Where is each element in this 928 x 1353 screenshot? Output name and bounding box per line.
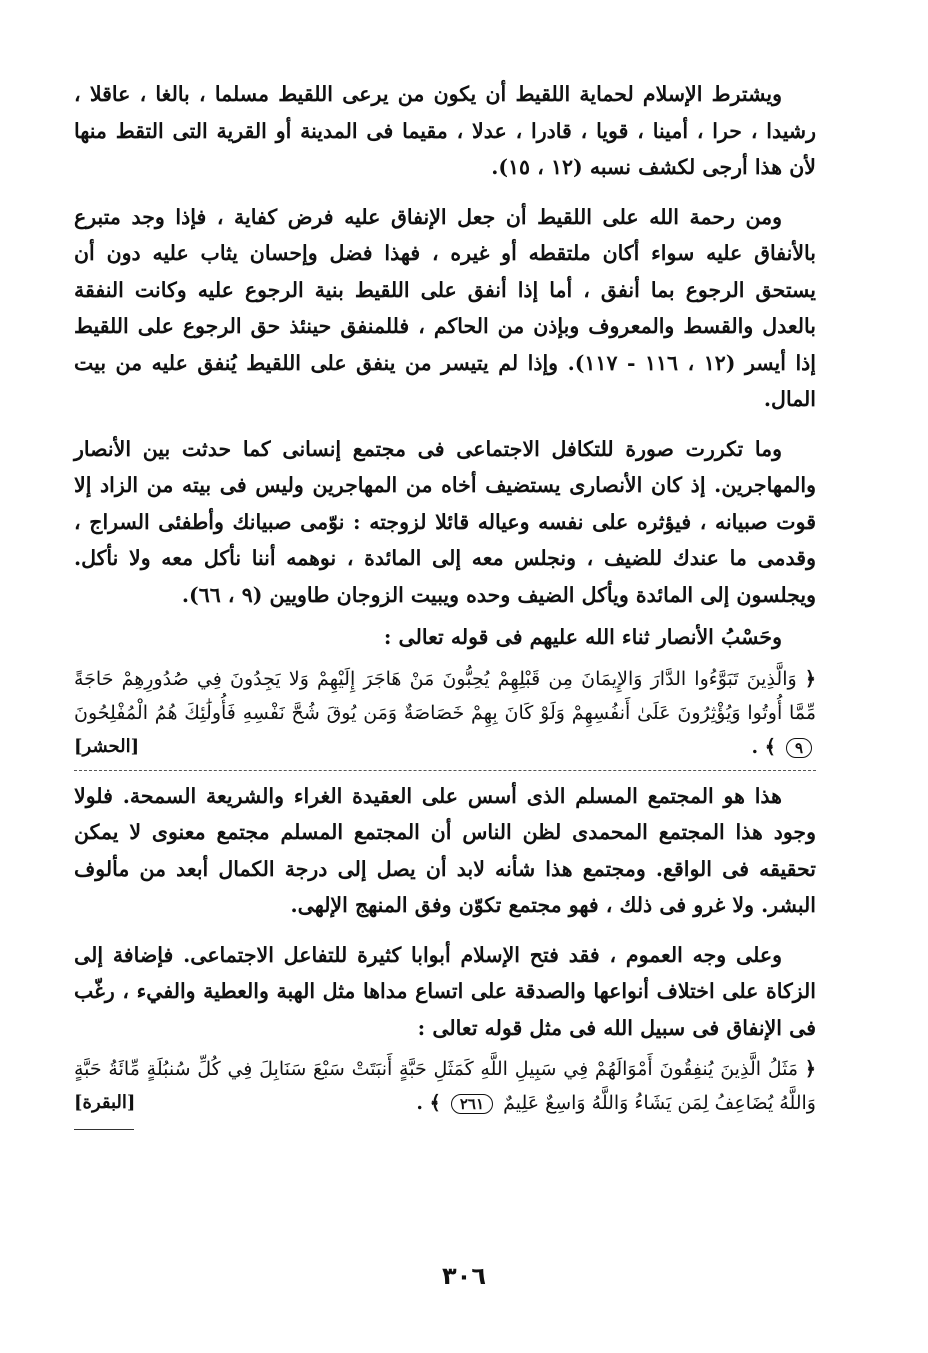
paragraph-spending-on-foundling: ومن رحمة الله على اللقيط أن جعل الإنفاق عليه فرض كفاية ، فإذا وجد متبرع بالأنفاق عليه سواء أكان ملتقطه أو غيره ، فهذا فضل وإحسان يثاب عليه دون أن يستحق الرجوع بما أنفق ، أما إذا أنفق على اللقيط بنية الرجوع عليه وكانت النفقة بالعدل والقسط والمعروف وبإذن من الحاكم ، فللمنفق حينئذ حق الرجوع على اللقيط إذا أيسر (١٢ ، ١١٦ - ١١٧). وإذا لم يتيسر من ينفق على اللقيط يُنفق عليه من بيت المال. [74, 204, 816, 411]
verse-open-bracket: ﴿ [804, 667, 816, 690]
verse-close-bracket: ﴾ . [751, 735, 776, 758]
paragraph-social-interaction: وعلى وجه العموم ، فقد فتح الإسلام أبوابا كثيرة للتفاعل الاجتماعى. فإضافة إلى الزكاة على اختلاف أنواعها والصدقة على اتساع مداها مثل الهبة والعطية والفيء ، رغّب فى الإنفاق فى سبيل الله فى مثل قوله تعالى : [74, 942, 816, 1040]
verse-open-bracket: ﴿ [804, 1058, 817, 1080]
verse-close-bracket: ﴾ . [416, 1092, 441, 1114]
page-body [74, 76, 816, 1120]
paragraph-ansar-muhajirin: وما تكررت صورة للتكافل الاجتماعى فى مجتمع إنسانى كما حدثت بين الأنصار والمهاجرين. إذ كان الأنصارى يستضيف أخاه من المهاجرين وليس فى بيته من الزاد إلا قوت صبيانه ، فيؤثره على نفسه وعياله قائلا لزوجته : نوّمى صبيانك وأطفئى السراج ، وقدمى ما عندك للضيف ، ونجلس معه إلى المائدة ، نوهمه أننا نأكل معه ولا نأكل. ويجلسون إلى المائدة ويأكل الضيف وحده ويبيت الزوجان طاويين (٩ ، ٦٦). [74, 436, 816, 607]
ayah-number-badge: ٩ [786, 738, 812, 758]
quran-verse-baqara [74, 1052, 816, 1120]
paragraph-muslim-society: هذا هو المجتمع المسلم الذى أسس على العقيدة الغراء والشريعة السمحة. فلولا وجود هذا المجتمع المحمدى لظن الناس أن المجتمع المسلم مجتمع معنوى لا يمكن تحقيقه فى الواقع. ومجتمع هذا شأنه لابد أن يصل إلى درجة الكمال أبعد من مألوف البشر. ولا غرو فى ذلك ، فهو مجتمع تكوّن وفق المنهج الإلهى. [74, 783, 816, 917]
verse-divider [74, 1129, 134, 1130]
verse-text: مَثَلُ الَّذِينَ يُنفِقُونَ أَمْوَالَهُمْ فِي سَبِيلِ اللَّهِ كَمَثَلِ حَبَّةٍ أَنبَتَتْ سَبْعَ سَنَابِلَ فِي كُلِّ سُنبُلَةٍ مِّائَةُ حَبَّةٍ وَاللَّهُ يُضَاعِفُ لِمَن يَشَاءُ وَاللَّهُ وَاسِعٌ عَلِيمٌ [74, 1058, 816, 1114]
surah-reference: [البقرة] [74, 1092, 136, 1113]
quran-verse-hashr [74, 662, 816, 764]
paragraph-guardian-conditions: ويشترط الإسلام لحماية اللقيط أن يكون من يرعى اللقيط مسلما ، بالغا ، عاقلا ، رشيدا ، حرا ، أمينا ، قويا ، قادرا ، عدلا ، مقيما فى المدينة أو القرية التى التقط منها لأن هذا أرجى لكشف نسبه (١٢ ، ١٥). [74, 82, 816, 179]
paragraph-verse-intro-hashr: وحَسْبُ الأنصار ثناء الله عليهم فى قوله تعالى : [383, 625, 782, 649]
page-number: ٣٠٦ [442, 1262, 486, 1290]
verse-text: وَالَّذِينَ تَبَوَّءُوا الدَّارَ وَالإِيمَانَ مِن قَبْلِهِمْ يُحِبُّونَ مَنْ هَاجَرَ إِلَيْهِمْ وَلا يَجِدُونَ فِي صُدُورِهِمْ حَاجَةً مِّمَّا أُوتُوا وَيُؤْثِرُونَ عَلَىٰ أَنفُسِهِمْ وَلَوْ كَانَ بِهِمْ خَصَاصَةٌ وَمَن يُوقَ شُحَّ نَفْسِهِ فَأُولَٰئِكَ هُمُ الْمُفْلِحُونَ [74, 667, 816, 724]
ayah-number-badge: ٢٦١ [451, 1094, 493, 1114]
surah-reference: [الحشر] [74, 735, 140, 757]
